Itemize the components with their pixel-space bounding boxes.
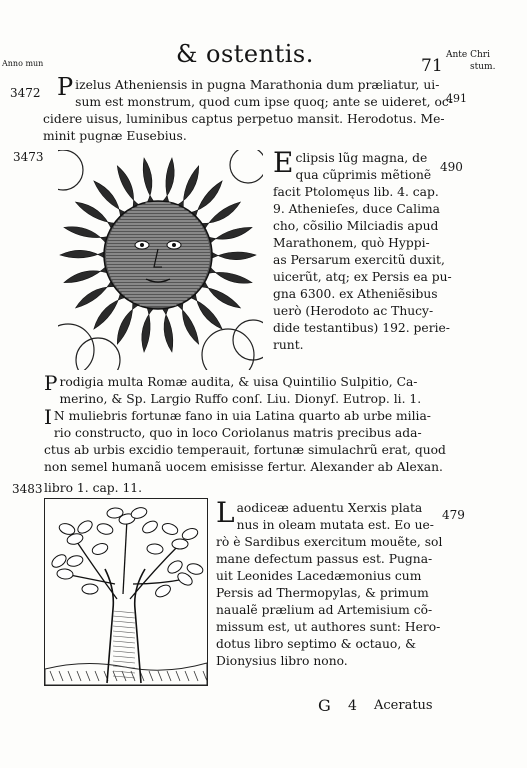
right-margin-header-line: Ante Chri	[446, 50, 490, 60]
text-line: non semel humanã uocem emisisse fertur. Alexander ab Alexan.	[44, 460, 443, 474]
page-number: 71	[421, 56, 443, 76]
sun-woodcut	[58, 150, 263, 370]
text-line: dotus libro septimo & octauo, &	[216, 637, 417, 651]
text-line: libro 1. cap. 11.	[44, 481, 143, 495]
tree-illustration	[45, 499, 207, 685]
text-line: Persis ad Thermopylas, & primum	[216, 586, 429, 600]
text-line: izelus Atheniensis in pugna Marathonia dum præliatur, ui-	[75, 78, 440, 92]
text-line: qua cũprimis mẽtionẽ	[295, 168, 432, 182]
text-line: aodiceæ aduentu Xerxis plata	[236, 501, 423, 515]
right-margin-year: 491	[446, 92, 467, 105]
drop-cap: L	[216, 496, 235, 529]
drop-cap: P	[44, 371, 58, 395]
entry-paragraph	[216, 496, 443, 670]
page-title: & ostentis.	[176, 40, 314, 68]
text-line: ctus ab urbis excidio temperauit, fortunæ simulachrũ erat, quod	[44, 443, 446, 457]
right-margin-year: 490	[440, 160, 463, 174]
text-line: mane defectum passus est. Pugna-	[216, 552, 433, 566]
signature-number: 4	[348, 698, 357, 714]
text-line: cho, cõsilio Milciadis apud	[273, 219, 439, 233]
text-line: uerò (Herodoto ac Thucy-	[273, 304, 434, 318]
left-margin-header: Anno mun	[2, 59, 44, 68]
text-line: missum est, ut authores sunt: Hero-	[216, 620, 441, 634]
right-margin-year: 479	[442, 508, 465, 522]
text-line: rò è Sardibus exercitum mouẽte, sol	[216, 535, 443, 549]
text-line: cidere uisus, luminibus captus perpetuo mansit. Herodotus. Me-	[43, 112, 445, 126]
text-line: uit Leonides Lacedæmonius cum	[216, 569, 422, 583]
text-line: rio constructo, quo in loco Coriolanus matris precibus ada-	[53, 426, 422, 440]
text-line: Dionysius libro nono.	[216, 654, 348, 668]
tree-woodcut	[44, 498, 208, 686]
drop-cap: P	[57, 73, 74, 101]
drop-cap: I	[44, 405, 52, 429]
margin-year: 3472	[10, 86, 41, 100]
right-margin-header	[446, 49, 526, 73]
right-margin-header-line: stum.	[470, 62, 496, 72]
text-line: dide testantibus) 192. perie-	[273, 321, 450, 335]
text-line: gna 6300. ex Atheniẽsibus	[273, 287, 438, 301]
sun-illustration	[58, 150, 263, 370]
signature-mark: G	[318, 696, 331, 715]
text-line: clipsis lũg magna, de	[295, 151, 428, 165]
text-line: as Persarum exercitũ duxit,	[273, 253, 445, 267]
text-line: naualẽ prælium ad Artemisium cõ-	[216, 603, 433, 617]
text-line: Marathonem, quò Hyppi-	[273, 236, 430, 250]
text-line: minit pugnæ Eusebius.	[43, 129, 187, 143]
text-line: rodigia multa Romæ audita, & uisa Quintilio Sulpitio, Ca-	[59, 375, 418, 389]
text-line: merino, & Sp. Largio Ruffo conſ. Liu. Dionyſ. Eutrop. li. 1.	[59, 392, 422, 406]
text-line: runt.	[273, 338, 304, 352]
drop-cap: E	[273, 146, 294, 179]
text-line: sum est monstrum, quod cum ipse quoq; ante se uideret, oc-	[75, 95, 453, 109]
text-line: uicerũt, atq; ex Persis ea pu-	[273, 270, 452, 284]
margin-year: 3483	[12, 482, 43, 496]
text-line: 9. Athenieſes, duce Calima	[273, 202, 440, 216]
entry-paragraph	[44, 371, 444, 408]
catchword: Aceratus	[374, 698, 433, 713]
entry-paragraph	[43, 73, 453, 145]
text-line: N muliebris fortunæ fano in uia Latina quarto ab urbe milia-	[53, 409, 431, 423]
margin-year: 3473	[13, 150, 44, 164]
text-line: facit Ptolomęus lib. 4. cap.	[273, 185, 439, 199]
entry-paragraph	[44, 405, 446, 476]
text-line: nus in oleam mutata est. Eo ue-	[236, 518, 434, 532]
